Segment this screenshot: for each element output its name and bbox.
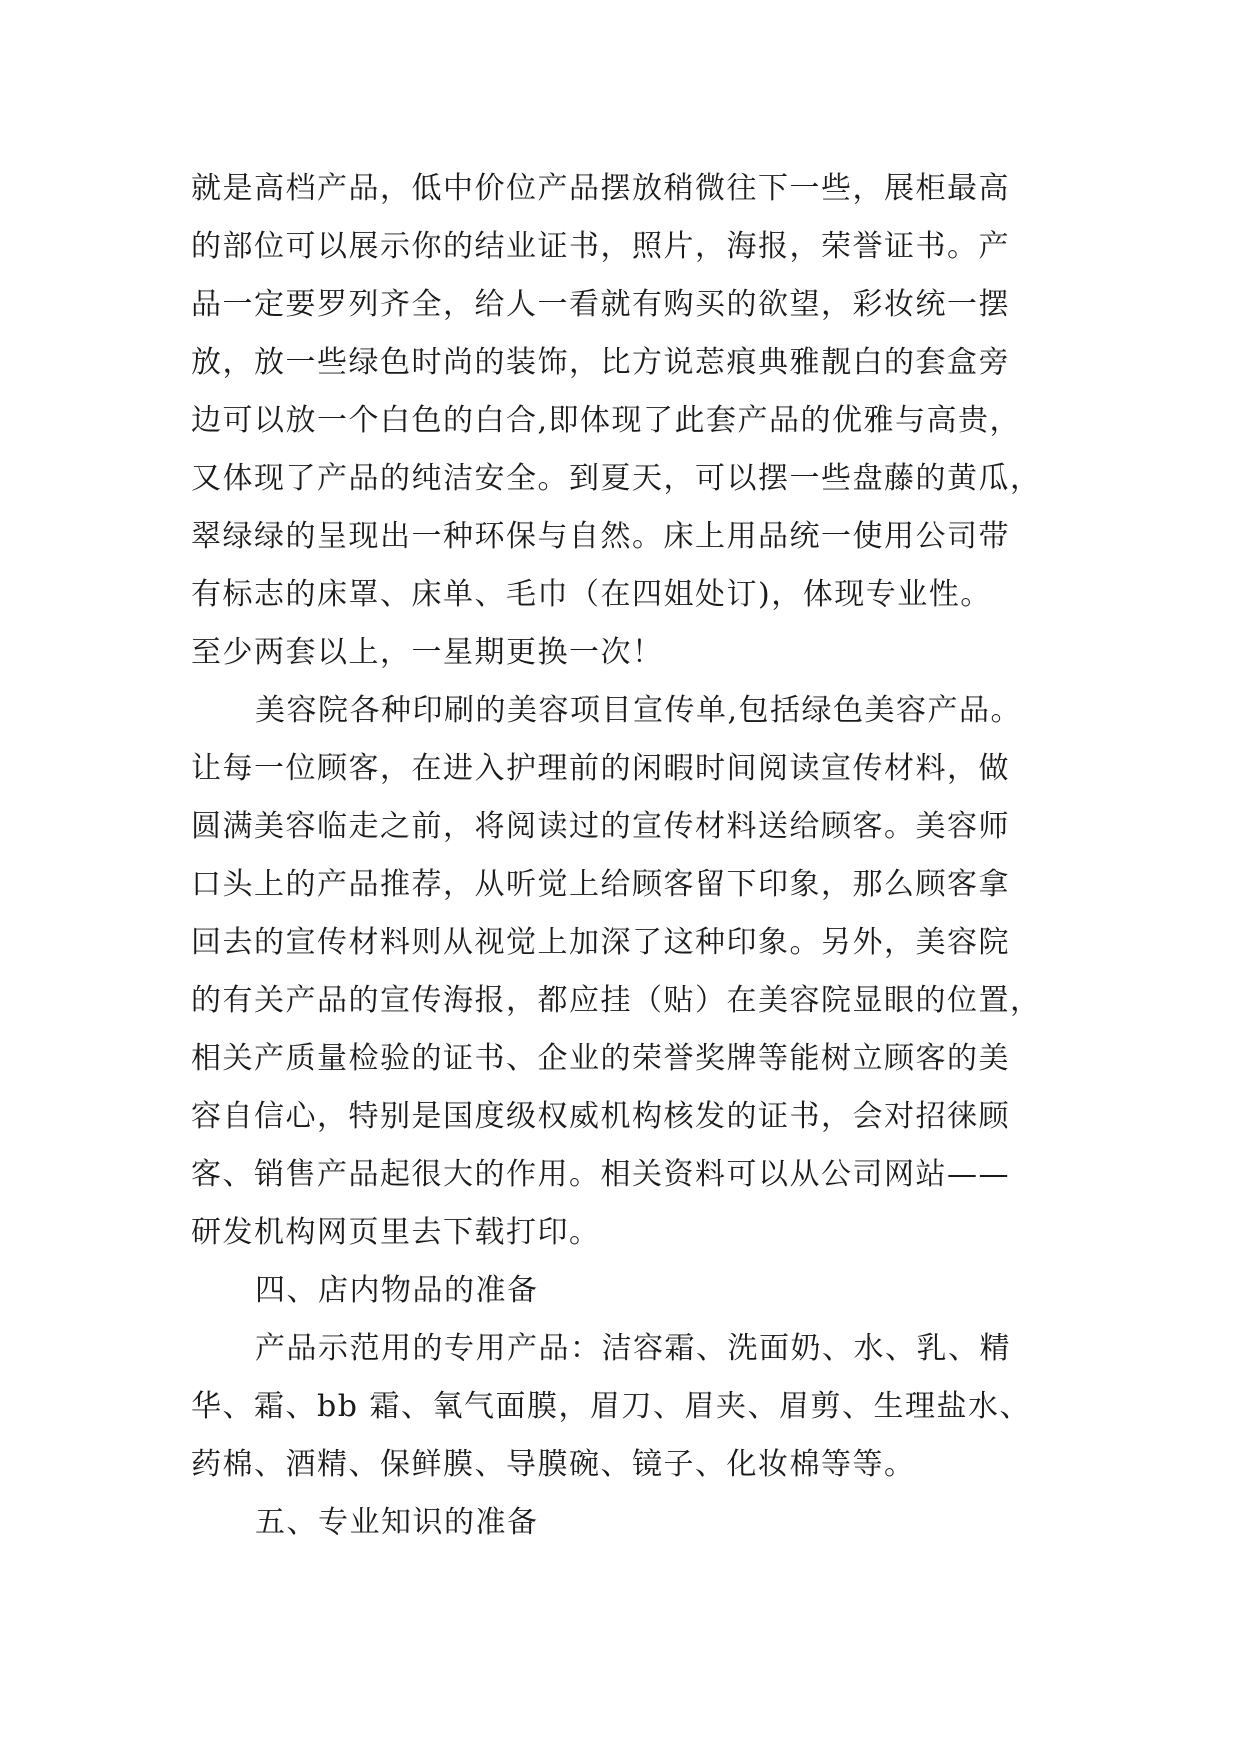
text-line: 放，放一些绿色时尚的装饰，比方说莣痕典雅靓白的套盒旁 (191, 345, 1010, 380)
section-heading-4: 四、店内物品的准备 (255, 1273, 539, 1308)
text-line: 让每一位顾客，在进入护理前的闲暇时间阅读宣传材料，做 (191, 751, 1010, 786)
text-line: 华、霜、bb 霜、氧气面膜，眉刀、眉夹、眉剪、生理盐水、 (191, 1389, 1031, 1424)
text-line: 品一定要罗列齐全，给人一看就有购买的欲望，彩妆统一摆 (191, 287, 1010, 322)
text-line: 翠绿绿的呈现出一种环保与自然。床上用品统一使用公司带 (191, 519, 1010, 554)
text-line: 又体现了产品的纯洁安全。到夏天，可以摆一些盘藤的黄瓜， (191, 461, 1042, 496)
text-line: 的部位可以展示你的结业证书，照片，海报，荣誉证书。产 (191, 229, 1010, 264)
text-line: 的有关产品的宣传海报，都应挂（贴）在美容院显眼的位置， (191, 983, 1042, 1018)
text-line: 客、销售产品起很大的作用。相关资料可以从公司网站—— (191, 1157, 1010, 1192)
text-line: 相关产质量检验的证书、企业的荣誉奖牌等能树立顾客的美 (191, 1041, 1010, 1076)
paragraph-start-line: 美容院各种印刷的美容项目宣传单,包括绿色美容产品。 (255, 693, 1023, 728)
body-text (191, 160, 1071, 1552)
text-line: 研发机构网页里去下载打印。 (191, 1215, 601, 1250)
text-line: 有标志的床罩、床单、毛巾（在四姐处订)，体现专业性。 (191, 577, 992, 612)
text-line: 容自信心，特别是国度级权威机构核发的证书，会对招徕顾 (191, 1099, 1010, 1134)
paragraph-start-line: 产品示范用的专用产品：洁容霜、洗面奶、水、乳、精 (255, 1331, 1011, 1366)
text-line: 圆满美容临走之前，将阅读过的宣传材料送给顾客。美容师 (191, 809, 1010, 844)
text-line: 就是高档产品，低中价位产品摆放稍微往下一些，展柜最高 (191, 171, 1010, 206)
section-heading-5: 五、专业知识的准备 (255, 1505, 539, 1540)
text-line: 回去的宣传材料则从视觉上加深了这种印象。另外，美容院 (191, 925, 1010, 960)
text-line: 边可以放一个白色的白合,即体现了此套产品的优雅与高贵， (191, 403, 1022, 438)
text-line: 口头上的产品推荐，从听觉上给顾客留下印象，那么顾客拿 (191, 867, 1010, 902)
text-line: 药棉、酒精、保鲜膜、导膜碗、镜子、化妆棉等等。 (191, 1447, 916, 1482)
text-line: 至少两套以上，一星期更换一次！ (191, 635, 664, 670)
